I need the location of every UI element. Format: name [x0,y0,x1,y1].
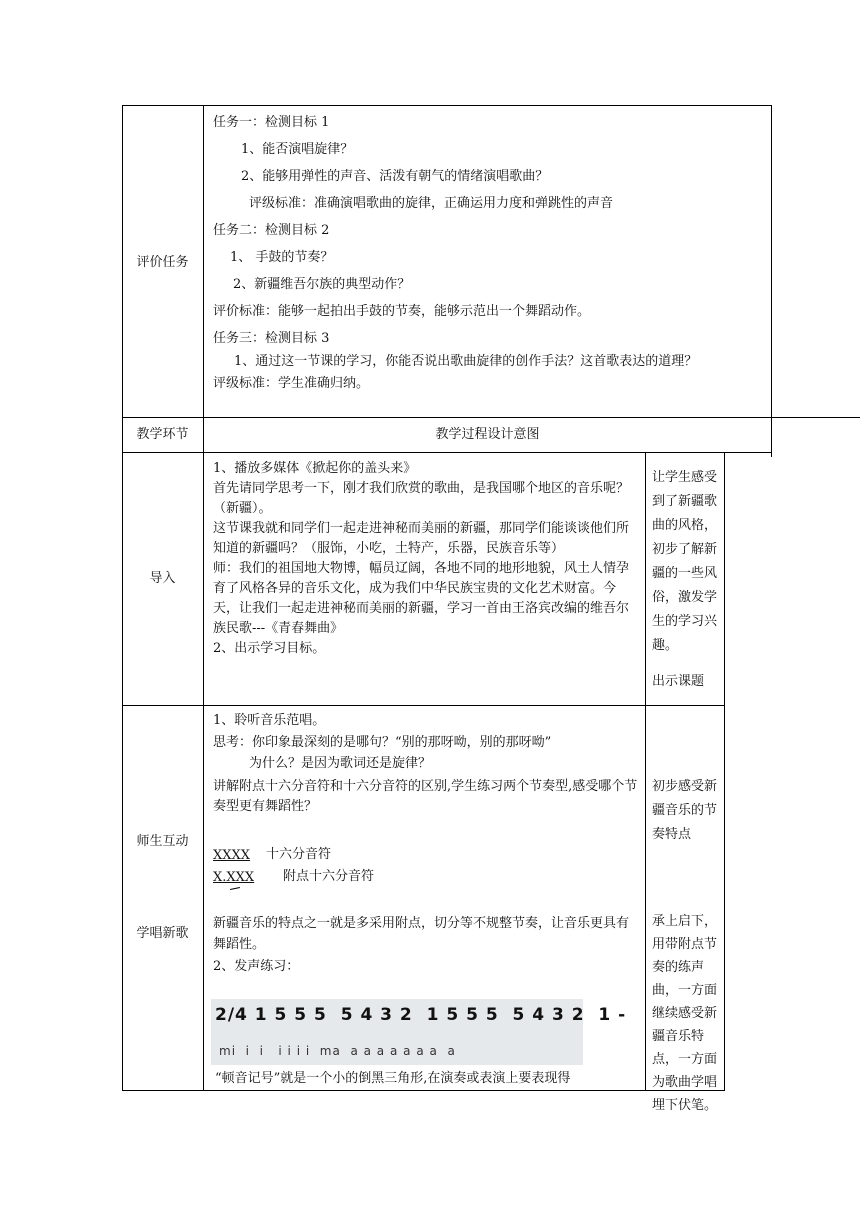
table-col-divider [645,452,646,1090]
vocal-exercise-score [211,999,627,1065]
intro-line: 2、出示学习目标。 [213,641,326,656]
table-border-bottom [122,1090,725,1091]
interact-intent: 承上启下，用带附点节奏的练声曲，一方面继续感受新疆音乐特点，一方面为歌曲学唱埋下伏笔。 [652,914,718,1113]
table-row-divider [122,452,772,453]
eval-criteria: 评级标准：准确演唱歌曲的旋律，正确运用力度和弹跳性的声音 [249,196,614,211]
interact-line: 讲解附点十六分音符和十六分音符的区别,学生练习两个节奏型,感受哪个节奏型更有舞蹈性？ [213,779,638,814]
rhythm-sixteenth-label: 十六分音符 [266,847,332,862]
header-process-intent: 教学过程设计意图 [435,427,540,442]
intro-intent-title: 出示课题 [652,674,705,689]
interact-line: 思考：你印象最深刻的是哪句？“别的那呀呦，别的那呀呦” [213,735,552,750]
rhythm-sixteenth: XXXX [213,848,251,863]
eval-task-3: 任务三：检测目标 3 [213,331,330,346]
rhythm-dotted-label: 附点十六分音符 [283,869,375,884]
row-label-intro: 导入 [149,571,176,586]
intro-line: 首先请同学思考一下，刚才我们欣赏的歌曲，是我国哪个地区的音乐呢？（新疆）。 [213,481,630,516]
interact-intent: 初步感受新疆音乐的节奏特点 [652,779,718,842]
table-border-top [122,105,772,106]
row-label-interaction: 师生互动 [136,834,189,849]
eval-item: 1、 手鼓的节奏？ [230,250,334,265]
intro-line: 师：我们的祖国地大物博，幅员辽阔，各地不同的地形地貌，风土人情孕育了风格各异的音乐文化，成为我们中华民族宝贵的文化艺术财富。今天，让我们一起走进神秘而美丽的新疆，学习一首由王洛宾改编的维吾尔族民歌---《青春舞曲》 [213,561,630,636]
rhythm-dotted: X.XXX [213,870,255,885]
row-label-evaluation: 评价任务 [136,255,189,270]
table-row-divider [122,705,725,706]
intro-line: 这节课我就和同学们一起走进神秘而美丽的新疆，那同学们能谈谈他们所知道的新疆吗？（服饰，小吃，土特产，乐器，民族音乐等） [213,521,630,556]
table-col-divider [203,105,204,1090]
table-border-right [771,105,772,457]
eval-task-1: 任务一：检测目标 1 [213,115,330,130]
eval-item: 2、能够用弹性的声音、活泼有朝气的情绪演唱歌曲？ [241,169,549,184]
interact-line: 为什么？是因为歌词还是旋律？ [249,756,432,771]
eval-item: 1、能否演唱旋律？ [241,142,354,157]
table-row-divider [122,417,860,418]
table-border-right [724,452,725,1090]
intro-line: 1、播放多媒体《掀起你的盖头来》 [213,461,417,476]
row-label-learn-song: 学唱新歌 [136,926,189,941]
intro-intent: 让学生感受到了新疆歌曲的风格，初步了解新疆的一些风俗，激发学生的学习兴趣。 [652,470,718,653]
interact-line: 1、聆听音乐范唱。 [213,713,326,728]
eval-task-2: 任务二：检测目标 2 [213,223,330,238]
practice-heading: 2、发声练习： [213,959,300,974]
intro-content [213,459,637,659]
interact-paragraph: 新疆音乐的特点之一就是多采用附点，切分等不规整节奏，让音乐更具有舞蹈性。 [213,916,630,952]
eval-criteria: 评价标准：能够一起拍出手鼓的节奏，能够示范出一个舞蹈动作。 [213,304,591,319]
header-teaching-stage: 教学环节 [136,427,189,442]
score-caption: “顿音记号”就是一个小的倒黑三角形,在演奏或表演上要表现得 [215,1071,571,1086]
eval-item: 1、通过这一节课的学习，你能否说出歌曲旋律的创作手法？这首歌表达的道理？ [234,354,698,369]
rhythm-mark [230,887,240,890]
score-lyrics: mi i i i i i i ma a a a a a a a a [219,1044,456,1058]
eval-item: 2、新疆维吾尔族的典型动作？ [233,277,411,292]
score-notes: 2/4 1 5 5 5 5 4 3 2 1 5 5 5 5 4 3 2 1 - [215,1005,627,1025]
eval-criteria: 评级标准：学生准确归纳。 [213,376,370,391]
